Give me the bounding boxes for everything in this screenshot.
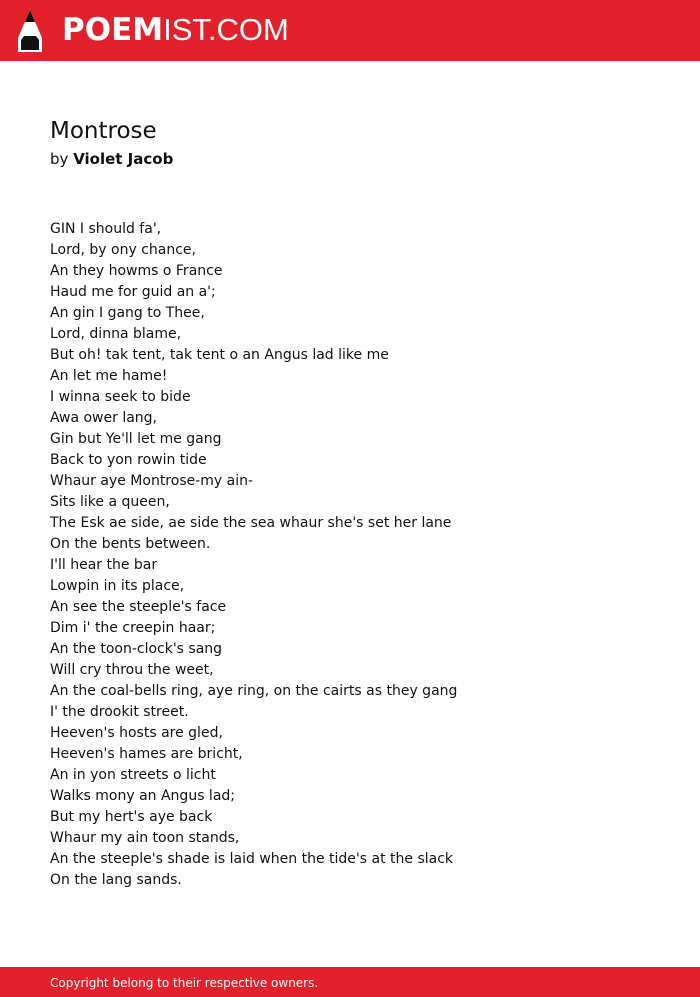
poem-line: I'll hear the bar [50,557,158,573]
site-footer [0,967,700,997]
poem-line: Lord, by ony chance, [50,242,196,258]
by-label: by [50,150,69,168]
poem-line: Lord, dinna blame, [50,326,182,342]
poem-line: An gin I gang to Thee, [50,305,205,321]
poem-line: On the lang sands. [50,872,182,888]
poem-line: Heeven's hames are bricht, [50,746,243,762]
poem-line: Haud me for guid an a'; [50,284,216,300]
poem-line: An let me hame! [50,368,168,384]
poem-line: Gin but Ye'll let me gang [50,431,222,447]
poem-line: Whaur my ain toon stands, [50,830,240,846]
pencil-tip-icon[interactable] [18,10,42,52]
poem-line: An the steeple's shade is laid when the tide's at the slack [50,851,454,867]
poem-line: Will cry throu the weet, [50,662,214,678]
poem-line: Dim i' the creepin haar; [50,620,216,636]
poem-line: An the coal-bells ring, aye ring, on the cairts as they gang [50,683,458,699]
poem-line: Awa ower lang, [50,410,158,426]
poem-line: GIN I should fa', [50,221,162,237]
poem-line: An they howms o France [50,263,223,279]
poem-line: Sits like a queen, [50,494,170,510]
poem-line: An the toon-clock's sang [50,641,223,657]
poem-line: The Esk ae side, ae side the sea whaur she's set her lane [50,515,452,531]
poem-line: Back to yon rowin tide [50,452,207,468]
site-logo[interactable] [62,12,289,48]
poem-body [50,219,650,891]
logo-bold-text: POEM [62,12,164,48]
poem-line: Heeven's hosts are gled, [50,725,223,741]
byline [50,149,173,169]
poem-line: An see the steeple's face [50,599,227,615]
poem-line: Walks mony an Angus lad; [50,788,236,804]
poem-line: On the bents between. [50,536,211,552]
poem-line: But oh! tak tent, tak tent o an Angus lad like me [50,347,389,363]
poem-line: But my hert's aye back [50,809,213,825]
logo-light-text: IST.COM [163,12,289,47]
poem-line: Whaur aye Montrose-my ain- [50,473,254,489]
poem-title: Montrose [50,118,157,144]
poem-line: I' the drookit street. [50,704,189,720]
copyright-text: Copyright belong to their respective owners. [50,976,319,990]
poem-line: Lowpin in its place, [50,578,185,594]
site-header [0,0,700,61]
poem-line: I winna seek to bide [50,389,191,405]
poem-line: An in yon streets o licht [50,767,216,783]
author-name: Violet Jacob [73,150,174,168]
